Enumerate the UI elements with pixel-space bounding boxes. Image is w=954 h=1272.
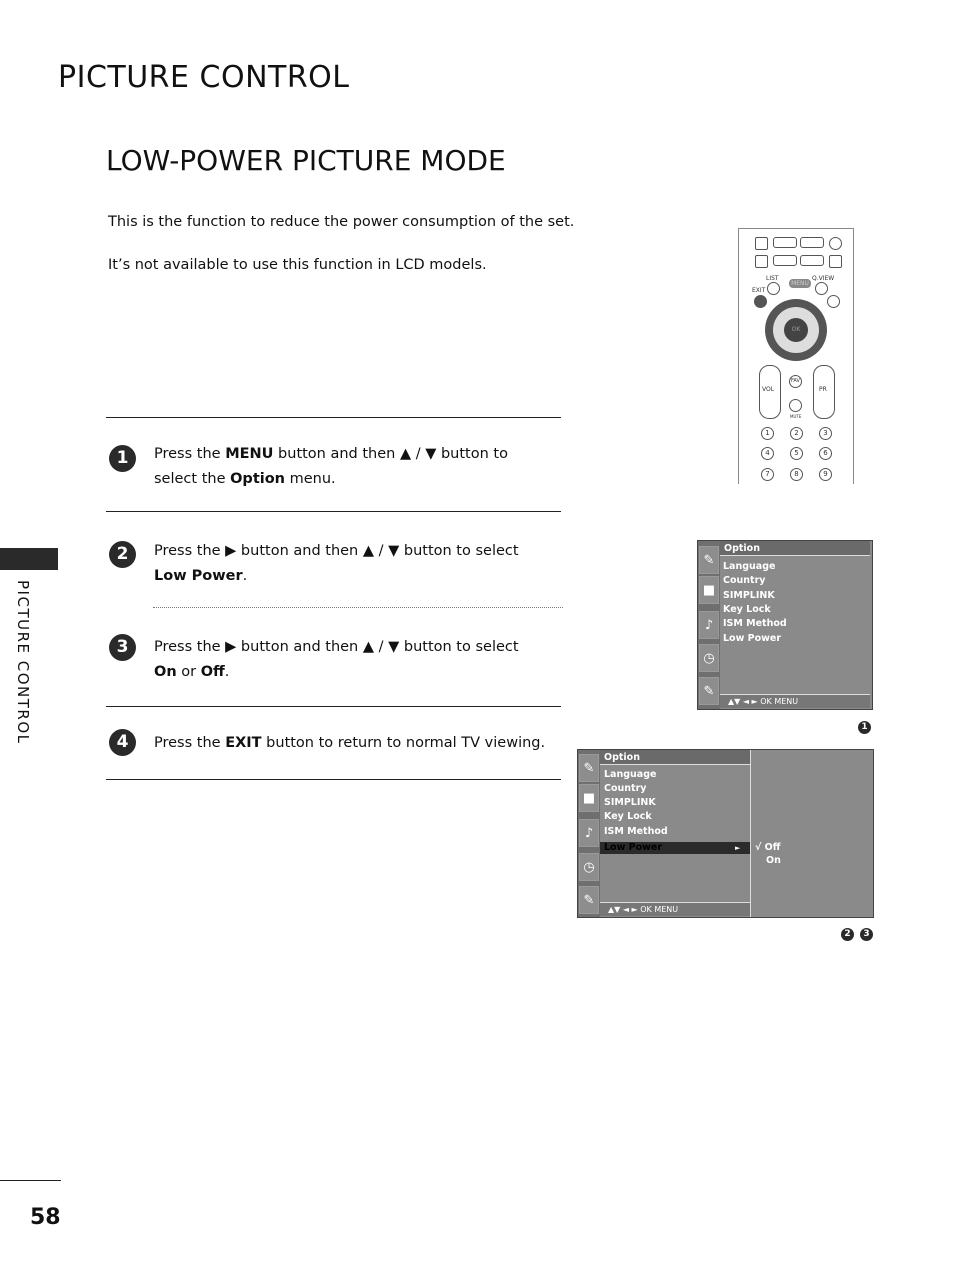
digit-button: 2 — [790, 427, 803, 440]
pause-icon — [800, 237, 824, 248]
step-4-text: Press the EXIT button to return to normal TV viewing. — [154, 735, 546, 751]
stop-icon — [755, 237, 768, 250]
menu-item: Low Power — [723, 633, 782, 644]
step-1-text: Press the MENU button and then ▲ / ▼ button to select the Option menu. — [154, 446, 508, 487]
audio-icon: ♪ — [699, 611, 719, 639]
time-icon: ◷ — [579, 853, 599, 881]
menu-item: SIMPLINK — [723, 590, 775, 601]
skip-forward-icon — [829, 255, 842, 268]
osd-icon-column — [698, 541, 720, 709]
osd-menu-title: Option — [720, 541, 870, 556]
option-on: On — [766, 855, 781, 866]
setup-icon: ✎ — [579, 754, 599, 782]
qview-label: Q.VIEW — [812, 275, 835, 282]
osd-option-menu — [697, 540, 873, 710]
osd-menu-title: Option — [600, 750, 750, 765]
section-title: LOW-POWER PICTURE MODE — [106, 144, 506, 177]
step-number-1: 1 — [109, 445, 136, 472]
digit-button: 9 — [819, 468, 832, 481]
divider — [106, 417, 561, 418]
menu-item: Key Lock — [723, 604, 771, 615]
selected-menu-item: Low Power ► — [600, 842, 750, 854]
submenu-divider — [750, 750, 751, 917]
callout-badge: 2 — [841, 928, 854, 941]
menu-button-label: MENU — [789, 279, 811, 288]
callout-badge: 1 — [858, 721, 871, 734]
step-2-text: Press the ▶ button and then ▲ / ▼ button to select Low Power. — [154, 543, 519, 584]
time-icon: ◷ — [699, 644, 719, 672]
dotted-divider — [153, 607, 563, 608]
mute-button-icon — [789, 399, 802, 412]
menu-item: Key Lock — [604, 811, 652, 822]
option-icon: ✎ — [579, 886, 599, 914]
intro-text-1: This is the function to reduce the power consumption of the set. — [108, 214, 575, 230]
option-off: √ Off — [755, 842, 781, 853]
fav-button-icon: FAV — [789, 375, 802, 388]
divider — [106, 779, 561, 780]
step-3-text: Press the ▶ button and then ▲ / ▼ button to select On or Off. — [154, 639, 519, 680]
menu-item: ISM Method — [604, 826, 668, 837]
page-number: 58 — [30, 1205, 61, 1230]
step-number-2: 2 — [109, 541, 136, 568]
mute-label: MUTE — [790, 414, 802, 419]
osd-footer: ▲▼ ◄ ► OK MENU — [720, 694, 870, 708]
play-icon — [773, 237, 797, 248]
option-icon: ✎ — [699, 677, 719, 705]
list-label: LIST — [766, 275, 779, 282]
sidebar-tab — [0, 548, 58, 570]
picture-icon: ■ — [579, 784, 599, 812]
footer-line — [0, 1180, 61, 1181]
osd-icon-column — [578, 750, 600, 917]
divider — [106, 706, 561, 707]
menu-item: SIMPLINK — [604, 797, 656, 808]
audio-icon: ♪ — [579, 819, 599, 847]
chevron-right-icon: ► — [735, 844, 741, 852]
digit-button: 7 — [761, 468, 774, 481]
setup-icon: ✎ — [699, 546, 719, 574]
record-icon — [829, 237, 842, 250]
list-button-icon — [767, 282, 780, 295]
digit-button: 6 — [819, 447, 832, 460]
digit-button: 4 — [761, 447, 774, 460]
exit-button-icon — [754, 295, 767, 308]
menu-item: Language — [723, 561, 776, 572]
skip-back-icon — [755, 255, 768, 268]
ok-button-icon: OK — [784, 318, 808, 342]
fast-forward-icon — [800, 255, 824, 266]
digit-button: 8 — [790, 468, 803, 481]
rewind-icon — [773, 255, 797, 266]
vol-label: VOL — [762, 386, 775, 393]
digit-button: 3 — [819, 427, 832, 440]
menu-item: Language — [604, 769, 657, 780]
digit-button: 1 — [761, 427, 774, 440]
menu-item: ISM Method — [723, 618, 787, 629]
step-number-3: 3 — [109, 634, 136, 661]
divider — [106, 511, 561, 512]
sidebar-label: PICTURE CONTROL — [14, 580, 32, 745]
menu-item: Country — [604, 783, 647, 794]
osd-footer: ▲▼ ◄ ► OK MENU — [600, 902, 750, 916]
digit-button: 5 — [790, 447, 803, 460]
intro-text-2: It’s not available to use this function in LCD models. — [108, 257, 487, 273]
osd-option-submenu — [577, 749, 874, 918]
menu-item: Country — [723, 575, 766, 586]
callout-badge: 3 — [860, 928, 873, 941]
qview-button-icon — [815, 282, 828, 295]
remote-control-illustration — [738, 228, 854, 484]
page-header-title: PICTURE CONTROL — [58, 60, 350, 95]
exit-label: EXIT — [752, 287, 766, 294]
pr-label: PR — [819, 386, 827, 393]
picture-icon: ■ — [699, 576, 719, 604]
step-number-4: 4 — [109, 729, 136, 756]
star-icon — [827, 295, 840, 308]
